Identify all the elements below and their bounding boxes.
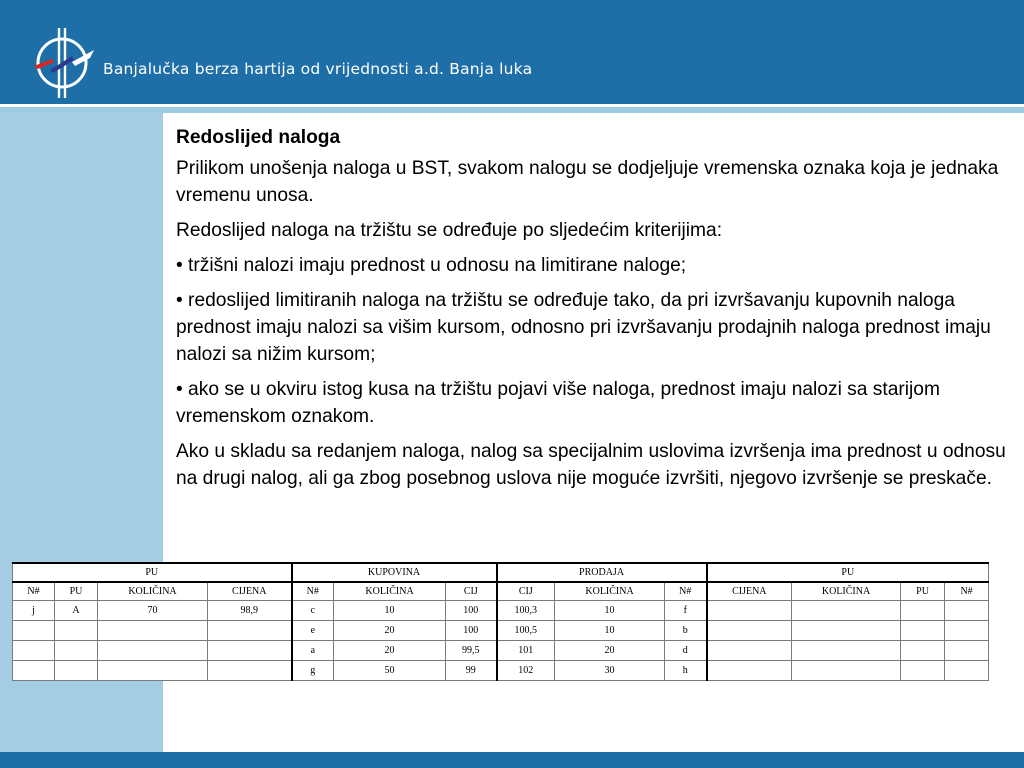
paragraph-timestamp: Prilikom unošenja naloga u BST, svakom nalogu se dodjeljuje vremenska oznaka koja je jednaka vremenu unosa. <box>176 158 999 206</box>
organization-name: Banjalučka berza hartija od vrijednosti a.d. Banja luka <box>103 60 533 78</box>
header-bar <box>0 0 1024 104</box>
table-cell <box>98 661 208 681</box>
table-row <box>13 661 989 681</box>
order-book-table <box>12 562 989 681</box>
table-cell <box>55 641 98 661</box>
table-cell <box>945 621 989 641</box>
group-header-row <box>13 563 989 582</box>
exchange-logo-icon <box>32 26 96 98</box>
table-cell: d <box>665 641 707 661</box>
table-cell <box>208 641 292 661</box>
table-cell <box>98 621 208 641</box>
table-cell: 100 <box>446 621 497 641</box>
table-cell <box>901 601 945 621</box>
table-cell: j <box>13 601 55 621</box>
table-cell <box>13 641 55 661</box>
table-cell <box>901 641 945 661</box>
table-cell: 10 <box>555 621 665 641</box>
table-cell: 102 <box>497 661 555 681</box>
table-cell: 70 <box>98 601 208 621</box>
section-heading: Redoslijed naloga <box>176 127 341 148</box>
table-cell <box>901 621 945 641</box>
column-header: CIJENA <box>208 582 292 601</box>
group-header: PU <box>707 563 989 582</box>
table-cell <box>707 661 792 681</box>
table-cell <box>792 601 901 621</box>
table-cell <box>707 601 792 621</box>
column-header: N# <box>13 582 55 601</box>
column-header: N# <box>292 582 334 601</box>
table-cell: 100,3 <box>497 601 555 621</box>
table-cell: 99 <box>446 661 497 681</box>
table-cell <box>98 641 208 661</box>
column-header: CIJENA <box>707 582 792 601</box>
column-header: KOLIČINA <box>334 582 446 601</box>
table-cell: 101 <box>497 641 555 661</box>
group-header: KUPOVINA <box>292 563 497 582</box>
table-cell: b <box>665 621 707 641</box>
table-cell <box>55 621 98 641</box>
table-cell: 30 <box>555 661 665 681</box>
table-row <box>13 621 989 641</box>
table-row <box>13 641 989 661</box>
column-header: KOLIČINA <box>792 582 901 601</box>
table-cell <box>945 601 989 621</box>
bullet-limit-orders: • redoslijed limitiranih naloga na tržištu se određuje tako, da pri izvršavanju kupovnih naloga prednost imaju nalozi sa višim kursom, odnosno pri izvršavanju prodajnih naloga prednost imaju nalozi sa nižim kursom; <box>176 290 991 365</box>
table-cell <box>707 641 792 661</box>
slide-content <box>176 124 1006 500</box>
paragraph-criteria-intro: Redoslijed naloga na tržištu se određuje po sljedećim kriterijima: <box>176 220 723 241</box>
table-cell: e <box>292 621 334 641</box>
table-cell <box>13 661 55 681</box>
table-cell <box>945 661 989 681</box>
table-cell <box>707 621 792 641</box>
footer-bar <box>0 752 1024 768</box>
column-header: N# <box>945 582 989 601</box>
column-header: CIJ <box>446 582 497 601</box>
column-header: N# <box>665 582 707 601</box>
table-cell <box>945 641 989 661</box>
table-cell <box>208 661 292 681</box>
paragraph-special-conditions: Ako u skladu sa redanjem naloga, nalog sa specijalnim uslovima izvršenja ima prednost u odnosu na drugi nalog, ali ga zbog posebnog uslova nije moguće izvršiti, njegovo izvršenje se preskače. <box>176 441 1006 489</box>
table-cell: 10 <box>555 601 665 621</box>
column-header-row <box>13 582 989 601</box>
bullet-time-priority: • ako se u okviru istog kusa na tržištu pojavi više naloga, prednost imaju nalozi sa starijom vremenskom oznakom. <box>176 379 940 427</box>
bullet-market-orders: • tržišni nalozi imaju prednost u odnosu na limitirane naloge; <box>176 255 687 276</box>
table-cell <box>208 621 292 641</box>
table-cell <box>792 641 901 661</box>
table-cell: 20 <box>334 641 446 661</box>
table-cell: h <box>665 661 707 681</box>
column-header: KOLIČINA <box>555 582 665 601</box>
table-cell: g <box>292 661 334 681</box>
table-cell <box>55 661 98 681</box>
table-cell: 100,5 <box>497 621 555 641</box>
table-cell: 20 <box>334 621 446 641</box>
table-cell: 20 <box>555 641 665 661</box>
table-cell <box>792 621 901 641</box>
table-cell: 50 <box>334 661 446 681</box>
group-header: PU <box>13 563 292 582</box>
table-cell: 98,9 <box>208 601 292 621</box>
column-header: PU <box>55 582 98 601</box>
column-header: KOLIČINA <box>98 582 208 601</box>
table-cell: f <box>665 601 707 621</box>
group-header: PRODAJA <box>497 563 707 582</box>
column-header: CIJ <box>497 582 555 601</box>
table-row <box>13 601 989 621</box>
table-cell: 10 <box>334 601 446 621</box>
table-cell: A <box>55 601 98 621</box>
table-cell: a <box>292 641 334 661</box>
table-cell: 99,5 <box>446 641 497 661</box>
table-cell: 100 <box>446 601 497 621</box>
table-cell <box>901 661 945 681</box>
table-cell <box>13 621 55 641</box>
column-header: PU <box>901 582 945 601</box>
table-cell: c <box>292 601 334 621</box>
table-cell <box>792 661 901 681</box>
